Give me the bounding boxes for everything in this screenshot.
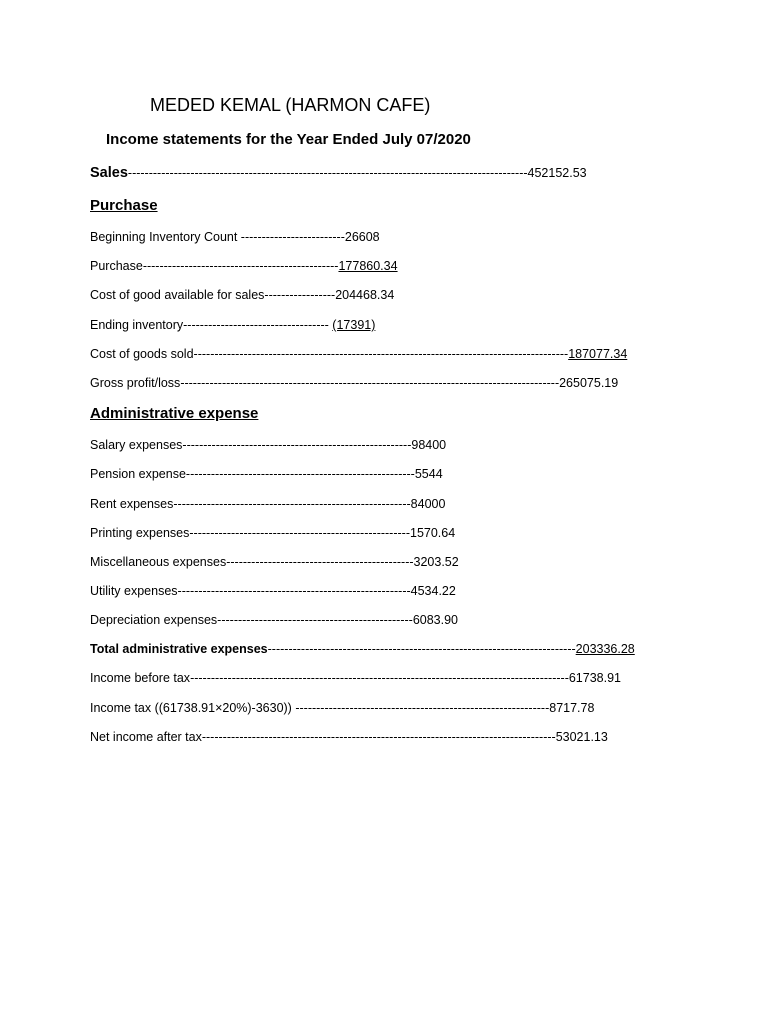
depreciation-line bbox=[90, 612, 458, 628]
printing-line bbox=[90, 525, 455, 541]
miscellaneous-leader: --------------------------------------------- bbox=[226, 555, 414, 569]
income-tax-leader: ------------------------------------------------------------- bbox=[295, 701, 550, 715]
net-income-value: 53021.13 bbox=[555, 730, 608, 744]
purchase-value: 177860.34 bbox=[338, 259, 398, 273]
depreciation-value: 6083.90 bbox=[412, 613, 459, 627]
income-tax-label: Income tax ((61738.91×20%)-3630)) bbox=[90, 701, 296, 715]
income-before-tax-label: Income before tax bbox=[90, 671, 191, 685]
beginning-inventory-leader: ------------------------- bbox=[240, 230, 345, 244]
sales-line bbox=[90, 165, 587, 181]
salary-line bbox=[90, 437, 446, 453]
beginning-inventory-label: Beginning Inventory Count bbox=[90, 230, 241, 244]
income-tax-line bbox=[90, 700, 594, 716]
rent-line bbox=[90, 496, 445, 512]
income-before-tax-leader: ------------------------------------------------------------------------------------------- bbox=[190, 671, 569, 685]
net-income-label: Net income after tax bbox=[90, 730, 202, 744]
pension-leader: ------------------------------------------------------- bbox=[185, 467, 415, 481]
pension-label: Pension expense bbox=[90, 467, 186, 481]
sales-leader: ------------------------------------------------------------------------------------------------ bbox=[127, 166, 528, 180]
salary-label: Salary expenses bbox=[90, 438, 183, 452]
miscellaneous-label: Miscellaneous expenses bbox=[90, 555, 227, 569]
cost-available-leader: ----------------- bbox=[264, 288, 336, 302]
rent-leader: --------------------------------------------------------- bbox=[173, 497, 411, 511]
rent-value: 84000 bbox=[410, 497, 446, 511]
purchase-line bbox=[90, 258, 398, 274]
miscellaneous-value: 3203.52 bbox=[413, 555, 459, 569]
ending-inventory-line bbox=[90, 317, 375, 333]
gross-profit-line bbox=[90, 375, 618, 391]
ending-inventory-value: (17391) bbox=[332, 318, 376, 332]
ending-inventory-leader: ----------------------------------- bbox=[183, 318, 333, 332]
rent-label: Rent expenses bbox=[90, 497, 174, 511]
gross-profit-label: Gross profit/loss bbox=[90, 376, 181, 390]
cogs-value: 187077.34 bbox=[568, 347, 628, 361]
ending-inventory-label: Ending inventory bbox=[90, 318, 184, 332]
pension-value: 5544 bbox=[414, 467, 443, 481]
beginning-inventory-value: 26608 bbox=[344, 230, 380, 244]
cogs-label: Cost of goods sold bbox=[90, 347, 194, 361]
printing-leader: ----------------------------------------------------- bbox=[189, 526, 410, 540]
sales-label: Sales bbox=[90, 165, 128, 181]
cost-available-value: 204468.34 bbox=[335, 288, 395, 302]
statement-subtitle: Income statements for the Year Ended July 07/2020 bbox=[106, 131, 471, 148]
utility-leader: -------------------------------------------------------- bbox=[177, 584, 411, 598]
cogs-line bbox=[90, 346, 627, 362]
income-before-tax-line bbox=[90, 670, 621, 686]
sales-value: 452152.53 bbox=[527, 166, 587, 180]
salary-leader: ------------------------------------------------------- bbox=[182, 438, 412, 452]
total-admin-line bbox=[90, 641, 635, 657]
company-title: MEDED KEMAL (HARMON CAFE) bbox=[150, 95, 431, 115]
gross-profit-leader: ------------------------------------------------------------------------------------------- bbox=[180, 376, 560, 390]
total-admin-value: 203336.28 bbox=[575, 642, 635, 656]
printing-label: Printing expenses bbox=[90, 526, 190, 540]
miscellaneous-line bbox=[90, 554, 459, 570]
salary-value: 98400 bbox=[411, 438, 447, 452]
utility-value: 4534.22 bbox=[410, 584, 456, 598]
net-income-line bbox=[90, 729, 608, 745]
beginning-inventory-line bbox=[90, 229, 380, 245]
utility-line bbox=[90, 583, 456, 599]
purchase-leader: ----------------------------------------------- bbox=[142, 259, 339, 273]
pension-line bbox=[90, 466, 443, 482]
purchase-heading: Purchase bbox=[90, 197, 158, 214]
printing-value: 1570.64 bbox=[410, 526, 456, 540]
gross-profit-value: 265075.19 bbox=[559, 376, 619, 390]
cost-available-line bbox=[90, 287, 394, 303]
depreciation-label: Depreciation expenses bbox=[90, 613, 218, 627]
cogs-leader: ------------------------------------------------------------------------------------------ bbox=[193, 347, 569, 361]
admin-heading: Administrative expense bbox=[90, 405, 259, 422]
cost-available-label: Cost of good available for sales bbox=[90, 288, 265, 302]
total-admin-label: Total administrative expenses bbox=[90, 642, 268, 656]
utility-label: Utility expenses bbox=[90, 584, 178, 598]
purchase-label: Purchase bbox=[90, 259, 143, 273]
income-tax-value: 8717.78 bbox=[549, 701, 595, 715]
income-before-tax-value: 61738.91 bbox=[568, 671, 621, 685]
depreciation-leader: ----------------------------------------------- bbox=[217, 613, 413, 627]
total-admin-leader: -------------------------------------------------------------------------- bbox=[267, 642, 576, 656]
net-income-leader: ------------------------------------------------------------------------------------- bbox=[201, 730, 556, 744]
